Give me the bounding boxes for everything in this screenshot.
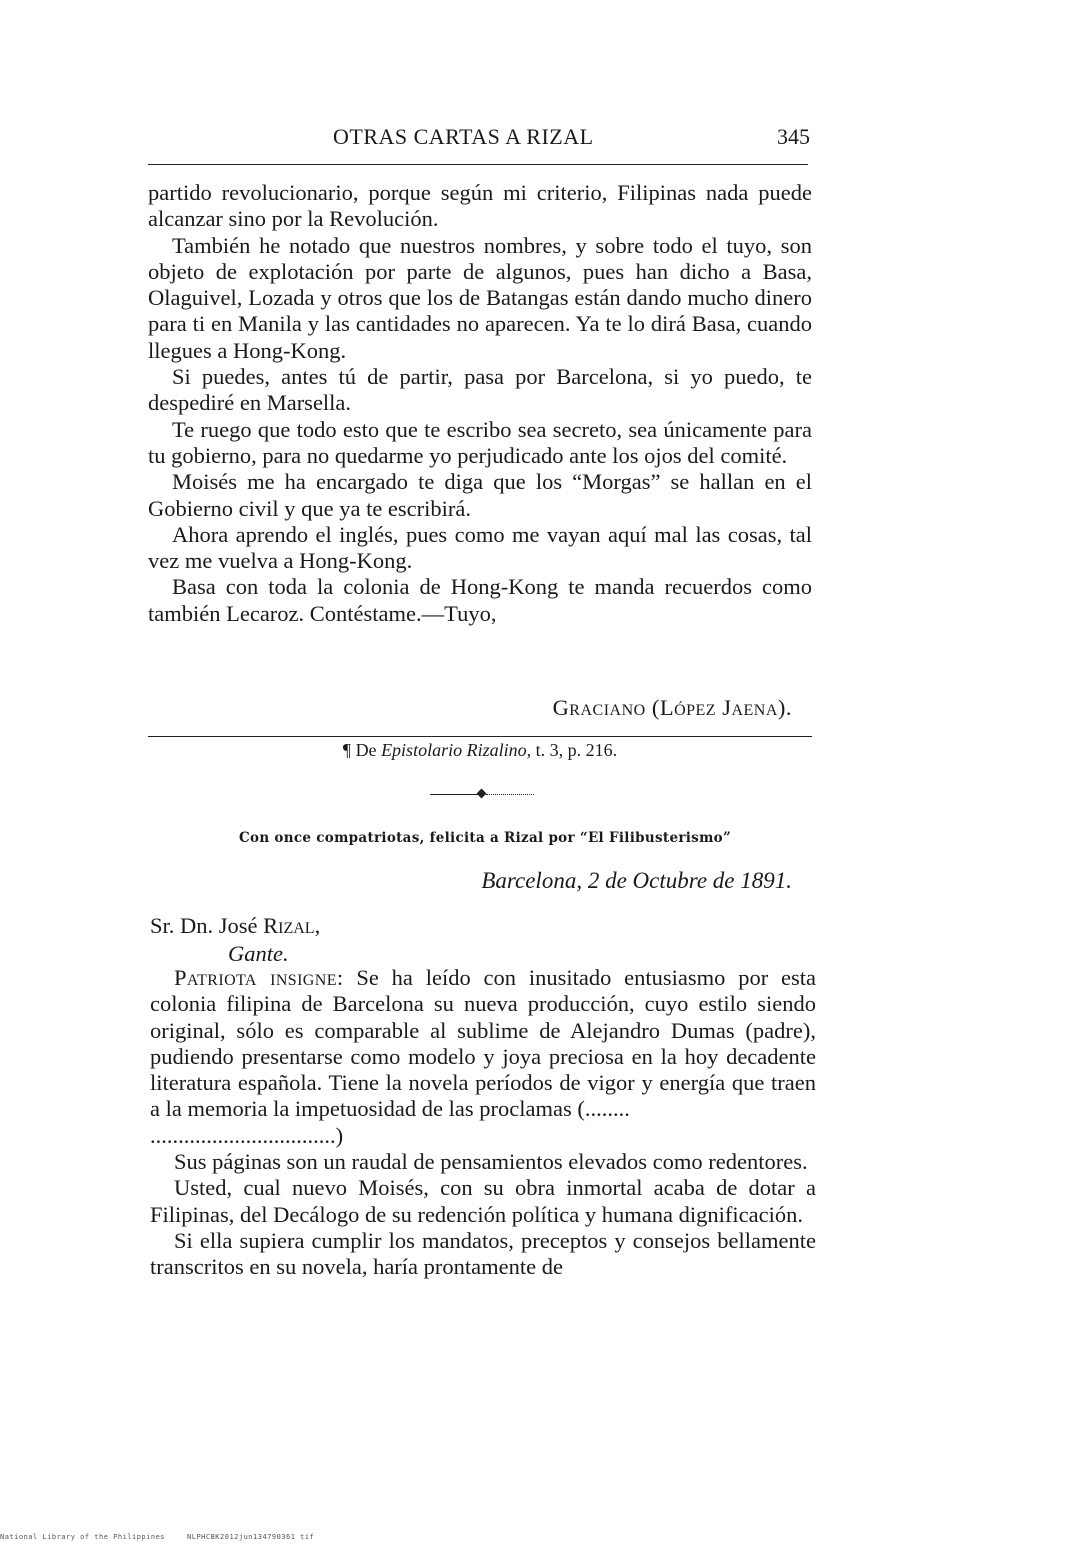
- ornament-line-right: [486, 794, 534, 795]
- library-name: National Library of the Philippines: [0, 1533, 166, 1541]
- paragraph: Usted, cual nuevo Moisés, con su obra inmortal acaba de dotar a Filipinas, del Decálogo de su redención política y humana dignificación.: [150, 1175, 816, 1227]
- running-title: OTRAS CARTAS A RIZAL: [333, 124, 594, 149]
- salutation: Patriota insigne:: [174, 965, 344, 990]
- ellipsis-line: .................................): [150, 1122, 344, 1148]
- source-title: Epistolario Rizalino,: [381, 740, 532, 760]
- scan-footer: [0, 1533, 314, 1541]
- source-prefix: ¶ De: [342, 740, 382, 760]
- header-rule: [148, 164, 808, 165]
- running-header: [148, 124, 810, 156]
- addressee-line: [150, 912, 320, 940]
- source-citation: [0, 740, 960, 761]
- paragraph: Sus páginas son un raudal de pensamientos elevados como redentores.: [174, 1149, 808, 1175]
- dateline: Barcelona, 2 de Octubre de 1891.: [481, 868, 792, 893]
- paragraph: [150, 965, 816, 1123]
- paragraph: Te ruego que todo esto que te escribo sea secreto, sea únicamente para tu gobierno, para no quedarme yo perjudicado ante los ojos del comité.: [148, 416, 812, 468]
- letter-one-body: [148, 180, 812, 627]
- letter-two-body: [150, 965, 816, 1281]
- paragraph-text: Se ha leído con inusitado entusiasmo por esta colonia filipina de Barcelona su nueva producción, cuyo estilo siendo original, sólo es comparable al sublime de Alejandro Dumas (padre), pudiendo presentarse como modelo y joya preciosa en la hoy decadente literatura española. Tiene la novela períodos de vigor y energía que traen a la memoria la impetuosidad de las proclamas (........: [150, 965, 816, 1122]
- section-rule: [148, 736, 812, 737]
- addressee: [150, 912, 320, 968]
- paragraph: Si ella supiera cumplir los mandatos, preceptos y consejos bellamente transcritos en su novela, haría prontamente de: [150, 1227, 816, 1280]
- ornament-diamond-icon: [477, 789, 487, 799]
- paragraph: partido revolucionario, porque según mi criterio, Filipinas nada puede alcanzar sino por la Revolución.: [148, 180, 812, 232]
- paragraph: Si puedes, antes tú de partir, pasa por Barcelona, si yo puedo, te despediré en Marsella.: [148, 364, 812, 416]
- ornament-divider: [430, 790, 534, 800]
- addressee-city: Gante.: [228, 941, 289, 966]
- signature: Graciano (López Jaena).: [552, 695, 792, 720]
- paragraph: Basa con toda la colonia de Hong-Kong te manda recuerdos como también Lecaroz. Contéstame.—Tuyo,: [148, 574, 812, 626]
- source-suffix: t. 3, p. 216.: [531, 740, 618, 760]
- page-number: 345: [777, 124, 810, 149]
- paragraph: También he notado que nuestros nombres, y sobre todo el tuyo, son objeto de explotación por parte de algunos, pues han dicho a Basa, Olaguivel, Lozada y otros que los de Batangas están dando mucho dinero para ti en Manila y las cantidades no aparecen. Ya te lo dirá Basa, cuando llegues a Hong-Kong.: [148, 232, 812, 363]
- file-id: NLPHCBK2012jun134790361 tif: [187, 1533, 315, 1541]
- paragraph: Moisés me ha encargado te diga que los “Morgas” se hallan en el Gobierno civil y que ya te escribirá.: [148, 469, 812, 521]
- addressee-prefix: Sr. Dn. José: [150, 913, 264, 938]
- letter-heading: Con once compatriotas, felicita a Rizal por “El Filibusterismo”: [238, 830, 732, 846]
- paragraph: Ahora aprendo el inglés, pues como me vayan aquí mal las cosas, tal vez me vuelva a Hong-Kong.: [148, 521, 812, 574]
- ornament-line-left: [430, 794, 478, 795]
- addressee-name: Rizal,: [263, 913, 321, 938]
